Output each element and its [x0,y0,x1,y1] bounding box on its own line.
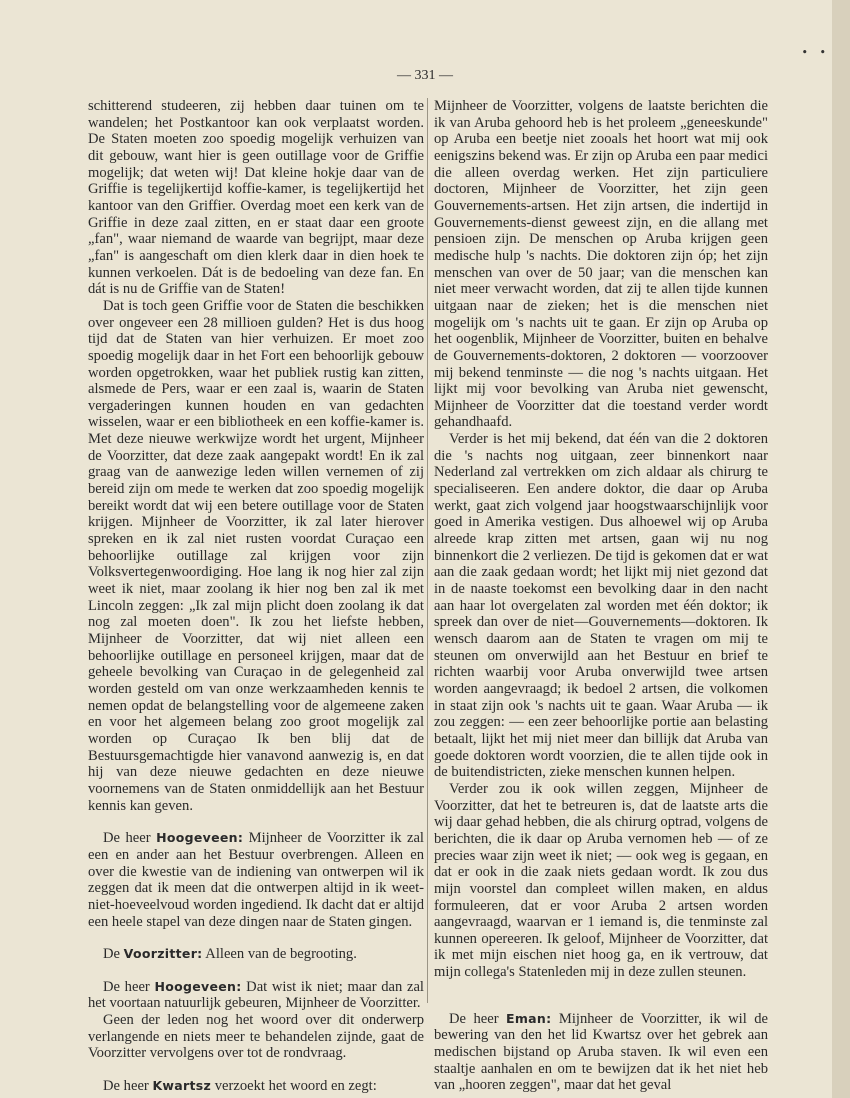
right-column [434,98,768,1094]
corner-dots: • • [801,46,830,59]
page-number: — 331 — [397,68,453,83]
left-paragraph-hoogeveen-2: De heer Hoogeveen: Dat wist ik niet; maar dan zal het voortaan natuurlijk gebeuren, Mijnheer de Voorzitter. [88,978,424,1012]
page-edge [832,0,850,1098]
speaker-name: Voorzitter: [123,946,203,962]
left-paragraph-1: schitterend studeeren, zij hebben daar tuinen om te wandelen; het Postkantoor kan ook verplaatst worden. De Staten moeten zoo spoedig mogelijk verhuizen van dit gebouw, want hier is geen outillage voor de Griffie mogelijk; dat weten wij! Dat kleine hokje daar van de Griffie is tegelijkertijd koffie-kamer, is tegelijkertijd het kantoor van den Griffier. Overdag moet een kerk van de Griffie in deze zaal zitten, en er staat daar een groote „fan", waar niemand de waarde van begrijpt, maar deze „fan" is aangeschaft om dien klerk daar in dien hoek te kunnen verkoelen. Dát is de bedoeling van deze fan. En dát is nu de Griffie van de Staten! [88,98,424,298]
left-paragraph-hoogeveen-1: De heer Hoogeveen: Mijnheer de Voorzitter ik zal een en ander aan het Bestuur overbrengen. Alleen en over die kwestie van de indiening van ontwerpen wil ik zeggen dat ik meen dat die ontwerpen altijd in ik weet-niet-hoeveelvoud worden ingediend. Ik dacht dat er altijd een heele stapel van deze dingen naar de Staten gingen. [88,830,424,930]
left-paragraph-kwartsz: De heer Kwartsz verzoekt het woord en zegt: [103,1078,377,1095]
right-paragraph-eman: De heer Eman: Mijnheer de Voorzitter, ik wil de bewering van den het lid Kwartsz over het gebrek aan medischen bijstand op Aruba staven. Ik wil even een staaltje aanhalen en om te bewijzen dat ik het niet heb van „hooren zeggen", maar dat het geval [434,1010,768,1094]
speaker-name: Hoogeveen: [156,830,244,846]
speaker-name: Eman: [506,1010,552,1026]
left-column [88,98,424,1095]
column-divider [427,98,428,1003]
left-paragraph-2: Dat is toch geen Griffie voor de Staten die beschikken over ongeveer een 28 millioen gulden? Het is dus hoog tijd dat de Staten van hier verhuizen. Er moet zoo spoedig mogelijk daar in het Fort een behoorlijk gebouw worden opgetrokken, waar het publiek rustig kan zitten, alsmede de Pers, waar er een zaal is, waarin de Staten vergaderingen kunnen houden en van gedachten wisselen, waar er een bibliotheek en een koffie-kamer is. Met deze nieuwe werkwijze wordt het urgent, Mijnheer de Voorzitter, dat deze zaak aangepakt wordt! En ik zal graag van de aanwezige leden willen vernemen of zij bereid zijn om mede te werken dat zoo spoedig mogelijk bereikt wordt dat wij een betere outillage voor de Staten krijgen. Mijnheer de Voorzitter, ik zal later hierover spreken en ik zal niet rusten voordat Curaçao een behoorlijke outillage zal krijgen voor zijn Volksvertegenwoordiging. Hoe lang ik nog hier zal zijn weet ik niet, maar zoolang ik hier nog ben zal ik met Lincoln zeggen: „Ik zal mijn plicht doen zoolang ik dat nog zal moeten doen". Ik zou het liefste hebben, Mijnheer de Voorzitter, dat wij niet alleen een behoorlijke outillage en personeel krijgen, maar dat de geheele bevolking van Curaçao in de gelegenheid zal worden gesteld om van onze werkzaamheden kennis te nemen opdat de belangstelling voor de algemeene zaken en voor het algemeen belang zoo groot mogelijk zal worden op Curaçao Ik ben blij dat de Bestuursgemachtigde hier vanavond aanwezig is, en dat hij van deze nieuwe gedachten en deze nieuwe voornemens van de Staten onmiddellijk aan het Bestuur kennis kan geven. [88,297,424,814]
left-paragraph-voorzitter: De Voorzitter: Alleen van de begrooting. [103,946,357,963]
right-paragraph-1: Mijnheer de Voorzitter, volgens de laatste berichten die ik van Aruba gehoord heb is het proleem „geneeskunde" op Aruba een beetje niet zooals het hoort wat mij ook eenigszins bekend was. Er zijn op Aruba een paar medici die alleen overdag werken. Het zijn particuliere doctoren, Mijnheer de Voorzitter, het zijn geen Gouvernements-artsen. Het zijn artsen, die indertijd in Gouvernements-dienst geweest zijn, en die allang met pensioen zijn. De menschen op Aruba krijgen geen medische hulp 's nachts. Die doktoren zijn óp; het zijn menschen van over de 50 jaar; van die menschen kan niet meer verwacht worden, dat zij te allen tijde kunnen uitgaan naar de zieken; het is die menschen niet mogelijk om 's nachts uit te gaan. Er zijn op Aruba op het oogenblik, Mijnheer de Voorzitter, buiten en behalve de Gouvernements-doktoren, 2 doktoren — voorzoover mij bekend tenminste — die nog 's nachts uitgaan. Het lijkt mij voor bevolking van Aruba niet gewenscht, Mijnheer de Voorzitter dat die toestand verder wordt gehandhaafd. [434,98,768,431]
speaker-name: Hoogeveen: [154,978,242,994]
right-paragraph-3: Verder zou ik ook willen zeggen, Mijnheer de Voorzitter, dat het te betreuren is, dat de laatste arts die wij daar gehad hebben, die als chirurg optrad, volgens de berichten, die ik daar op Aruba vernomen heb — of ze precies waar zijn weet ik niet; — ook weg is gegaan, en dat er ook in die zaak niets gedaan wordt. Ik zou dus mijn voorstel dan compleet willen maken, en aldus formuleeren, dat er voor Aruba 2 artsen worden aangevraagd, waarvan er 1 iemand is, die tenminste zal kunnen opereeren. Ik geloof, Mijnheer de Voorzitter, dat ik met mijn eischen niet hoog ga, en ik vertrouw, dat mijn collega's Statenleden mij in deze zullen steunen. [434,780,768,981]
right-paragraph-2: Verder is het mij bekend, dat één van die 2 doktoren die 's nachts nog uitgaan, zeer binnenkort naar Nederland zal vertrekken om zich aldaar als chirurg te specialiseeren. Een andere doktor, die daar op Aruba werkt, gaat zich volgend jaar hoogstwaarschijnlijk voor goed in Amerika vestigen. Dus alhoewel wij op Aruba alreede krap zitten met artsen, gaan wij nu nog binnenkort die 2 verliezen. De tijd is gekomen dat er wat aan die zaak gedaan wordt; het lijkt mij niet gezond dat in de naaste toekomst een bevolking daar in den nacht aan haar lot overgelaten zal worden met één doktor; ik spreek dan over de niet—Gouvernements—doktoren. Ik wensch daarom aan de Staten te vragen om mij te steunen om onverwijld aan het Bestuur en brief te richten waarbij voor Aruba onverwijld twee artsen worden aangevraagd; ik bedoel 2 artsen, die volkomen in staat zijn ook 's nachts uit te gaan. Waar Aruba — ik zou zeggen: — een zeer behoorlijke portie aan belasting betaalt, lijkt het mij niet meer dan billijk dat Aruba van goede doktoren wordt voorzien, die te allen tijde ook in de buitendistricten, zieke menschen kunnen helpen. [434,431,768,781]
left-paragraph-rondvraag: Geen der leden nog het woord over dit onderwerp verlangende en niets meer te behandelen zijnde, gaat de Voorzitter vervolgens over tot de rondvraag. [88,1012,424,1062]
speaker-name: Kwartsz [152,1078,212,1094]
